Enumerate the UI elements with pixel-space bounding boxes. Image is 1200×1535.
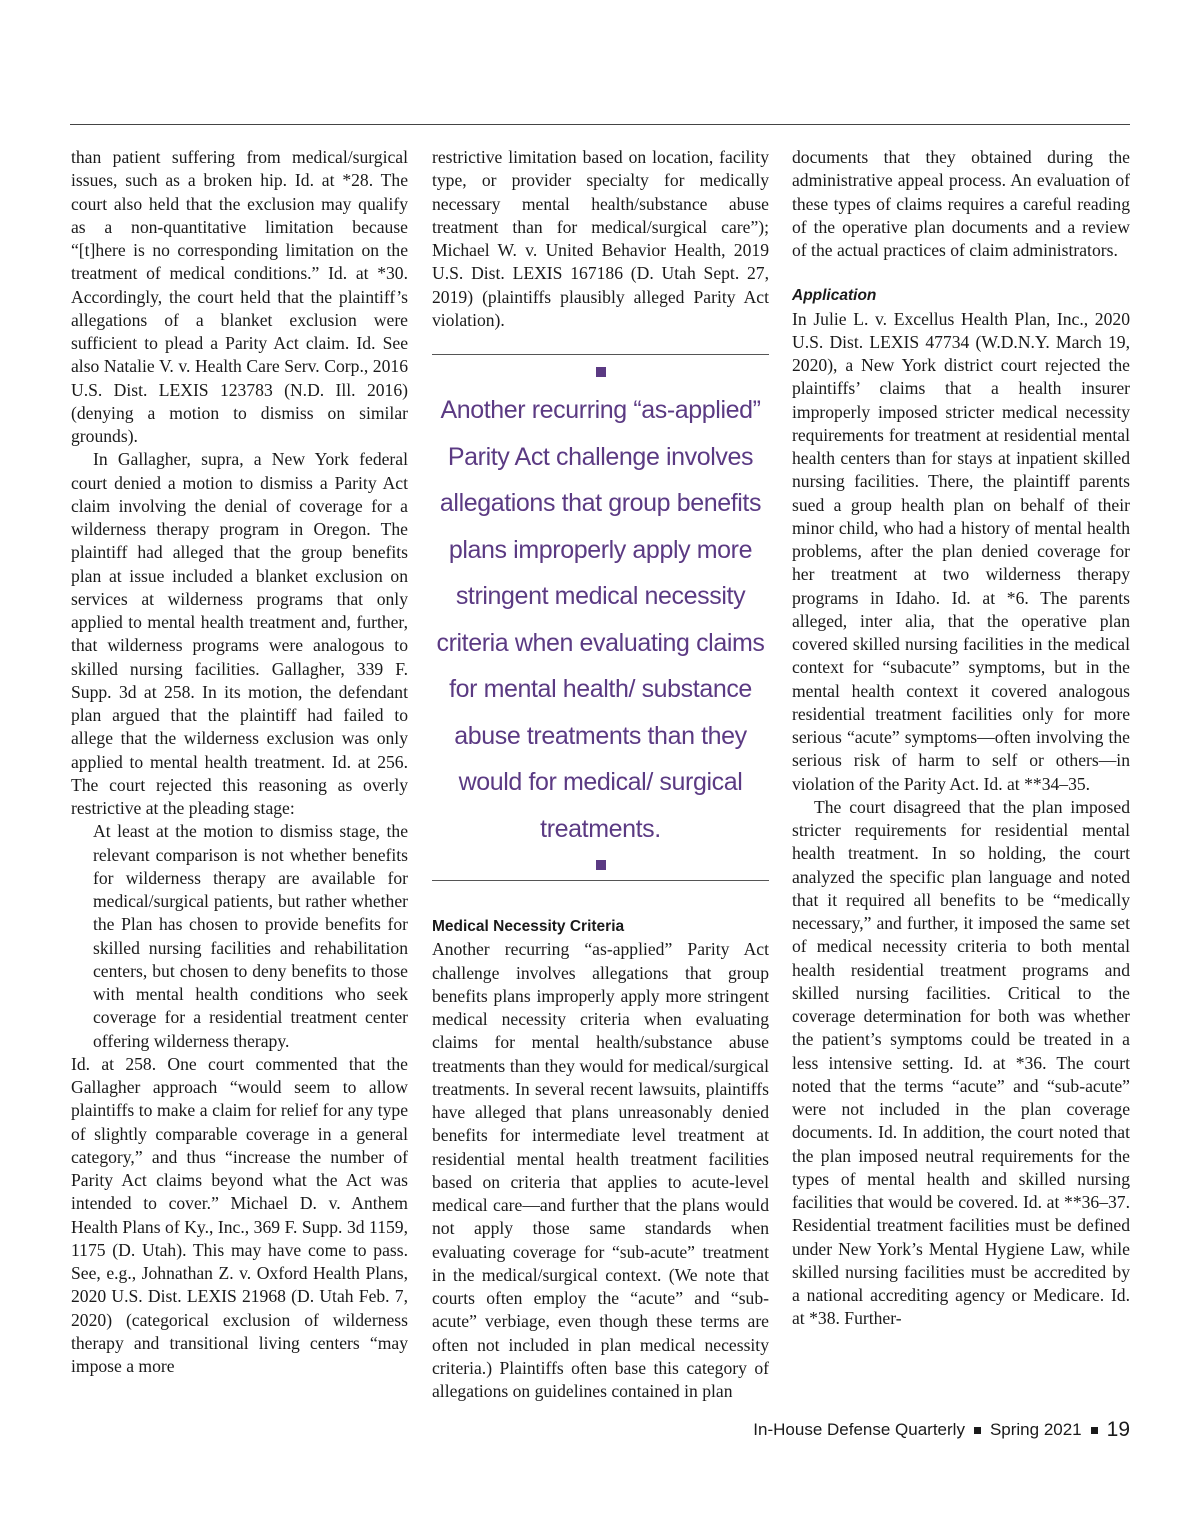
- col3-paragraph-2: In Julie L. v. Excellus Health Plan, Inc., 2020 U.S. Dist. LEXIS 47734 (W.D.N.Y. March 19, 2020), a New York district court rejected the plaintiffs’ claims that a health insurer improperly imposed stricter medical necessity requirements for treatment at residential mental health centers than for stays at inpatient skilled nursing facilities. There, the plaintiff parents sued a group health plan on behalf of their minor child, who had a history of mental health problems, after the plan denied coverage for her treatment at two wilderness therapy programs in Idaho. Id. at *6. The parents alleged, inter alia, that the operative plan covered skilled nursing facilities in the medical context for “subacute” symptoms, but in the mental health context it covered analogous residential treatment facilities only for more serious “acute” symptoms—often involving the serious risk of harm to self or others—in violation of the Parity Act. Id. at **34–35.: [792, 308, 1130, 794]
- pull-quote-text: Another recurring “as-applied” Parity Act challenge involves allegations that group benefits plans improperly apply more stringent medical necessity criteria when evaluating claims for mental health/ substance abuse treatments than they would for medical/ surgical treatments.: [436, 396, 765, 843]
- col2-paragraph-1: restrictive limitation based on location, facility type, or provider specialty for medically necessary mental health/substance abuse treatment than for medical/surgical care”); Michael W. v. United Behavior Health, 2019 U.S. Dist. LEXIS 167186 (D. Utah Sept. 27, 2019) (plaintiffs plausibly alleged Parity Act violation).: [432, 147, 769, 330]
- col3-paragraph-1: documents that they obtained during the administrative appeal process. An evaluation of these types of claims requires a careful reading of the operative plan documents and a review of the actual practices of claim administrators.: [792, 147, 1130, 260]
- column-1: [71, 146, 408, 1378]
- column-2: [432, 146, 769, 1403]
- column-3: [792, 146, 1130, 1331]
- pull-quote-box: [432, 354, 769, 881]
- pull-quote-square-icon: [596, 367, 606, 377]
- bullet-square-icon: [1091, 1427, 1098, 1434]
- publication-name: In-House Defense Quarterly: [753, 1420, 965, 1439]
- page-number: 19: [1106, 1418, 1130, 1441]
- top-rule: [70, 124, 1130, 125]
- col2-paragraph-2: Another recurring “as-applied” Parity Act challenge involves allegations that group benefits plans improperly apply more stringent medical necessity criteria when evaluating claims for mental health/substance abuse treatments than they would for medical/surgical treatments. In several recent lawsuits, plaintiffs have alleged that plans unreasonably denied benefits for intermediate level treatment at residential mental health treatment facilities based on criteria that applies to acute-level medical care—and further that the plans would not apply those same standards when evaluating coverage for “sub-acute” treatment in the medical/surgical context. (We note that courts often employ the “acute” and “sub-acute” verbiage, even though these terms are often not included in plan medical necessity criteria.) Plaintiffs often base this category of allegations on guidelines contained in plan: [432, 939, 769, 1401]
- issue-date: Spring 2021: [989, 1420, 1082, 1439]
- col1-paragraph-2: In Gallagher, supra, a New York federal court denied a motion to dismiss a Parity Act claim involving the denial of coverage for a wilderness therapy program in Oregon. The plaintiff had alleged that the group benefits plan at issue included a blanket exclusion on services at wilderness programs that only applied to mental health treatment and, further, that wilderness programs were analogous to skilled nursing facilities. Gallagher, 339 F. Supp. 3d at 258. In its motion, the defendant plan argued that the plaintiff had failed to allege that the wilderness exclusion was only applied to mental health treatment. Id. at 256. The court rejected this reasoning as overly restrictive at the pleading stage:: [71, 449, 408, 818]
- col1-paragraph-3: Id. at 258. One court commented that the Gallagher approach “would seem to allow plaintiffs to make a claim for relief for any type of slightly comparable coverage in a general category,” and thus “increase the number of Parity Act claims beyond what the Act was intended to cover.” Michael D. v. Anthem Health Plans of Ky., Inc., 369 F. Supp. 3d 1159, 1175 (D. Utah). This may have come to pass. See, e.g., Johnathan Z. v. Oxford Health Plans, 2020 U.S. Dist. LEXIS 21968 (D. Utah Feb. 7, 2020) (categorical exclusion of wilderness therapy and transitional living centers “may impose a more: [71, 1053, 408, 1376]
- col1-paragraph-1: than patient suffering from medical/surgical issues, such as a broken hip. Id. at *28. The court also held that the exclusion may qualify as a non-quantitative limitation because “[t]here is no corresponding limitation on the treatment of medical conditions.” Id. at *30. Accordingly, the court held that the plaintiff’s allegations of a blanket exclusion were sufficient to plead a Parity Act claim. Id. See also Natalie V. v. Health Care Serv. Corp., 2016 U.S. Dist. LEXIS 123783 (N.D. Ill. 2016) (denying a motion to dismiss on similar grounds).: [71, 147, 408, 446]
- col1-block-quote: At least at the motion to dismiss stage, the relevant comparison is not whether benefits for wilderness therapy are available for medical/surgical patients, but rather whether the Plan has chosen to provide benefits for skilled nursing facilities and rehabilitation centers, but chosen to deny benefits to those with mental health conditions who seek coverage for a residential treatment center offering wilderness therapy.: [93, 821, 408, 1051]
- page-footer: [753, 1418, 1130, 1442]
- subsection-heading: Application: [792, 287, 877, 305]
- pull-quote-square-icon: [596, 860, 606, 870]
- bullet-square-icon: [974, 1427, 981, 1434]
- section-heading: Medical Necessity Criteria: [432, 918, 625, 935]
- col3-paragraph-3: The court disagreed that the plan imposed stricter requirements for residential mental health treatment. In so holding, the court analyzed the specific plan language and noted that it required all benefits to be “medically necessary,” and further, it imposed the same set of medical necessity criteria to both mental health residential treatment programs and skilled nursing facilities. Critical to the coverage determination for both was whether the patient’s symptoms could be treated in a less intensive setting. Id. at *36. The court noted that the terms “acute” and “sub-acute” were not included in the plan coverage documents. Id. In addition, the court noted that the plan imposed neutral requirements for the types of mental health and skilled nursing facilities that would be covered. Id. at **36–37. Residential treatment facilities must be defined under New York’s Mental Hygiene Law, while skilled nursing facilities must be accredited by a national accrediting agency or Medicare. Id. at *38. Further-: [792, 796, 1130, 1329]
